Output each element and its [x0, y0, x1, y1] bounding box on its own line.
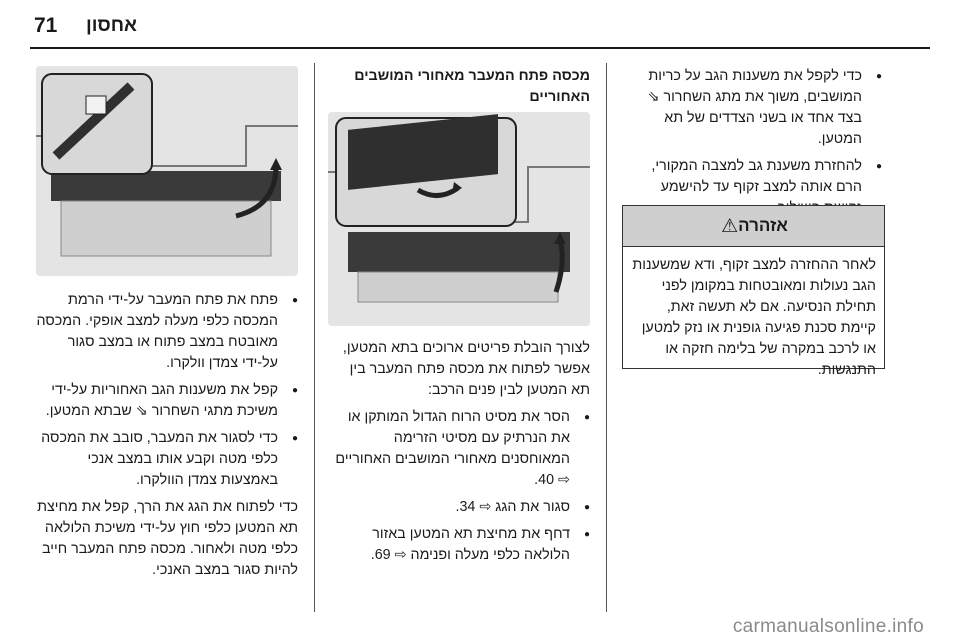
watermark: carmanualsonline.info	[732, 616, 924, 637]
list-item: ● קפל את משענות הגב האחוריות על-ידי משיכת מתגי השחרור ⇘ שבתא המטען.	[36, 380, 298, 422]
header-rule	[30, 47, 930, 49]
list-item: ● כדי לקפל את משענות הגב על כריות המושבים, משוך את מתג השחרור ⇘ בצד אחד או בשני הצדדים של תא המטען.	[624, 66, 882, 150]
list-item: ● דחף את מחיצת תא המטען באזור הלולאה כלפי מעלה ופנימה ⇨ 69.	[328, 524, 590, 566]
right-column	[624, 66, 882, 225]
list-item: ● הסר את מסיט הרוח הגדול המותקן או את הנרתיק עם מסיטי הזרימה המאוחסנים מאחורי המושבים האחוריים ⇨ 40.	[328, 407, 590, 491]
warning-triangle-icon: ⚠	[721, 215, 739, 237]
warning-box	[622, 205, 885, 378]
section-heading: מכסה פתח המעבר מאחורי המושבים האחוריים	[354, 68, 590, 105]
figure-pass-through-cover	[328, 112, 590, 326]
list-item: ● פתח את פתח המעבר על-ידי הרמת המכסה כלפי מעלה למצב אופקי. המכסה מאובטח במצב פתוח או במצב סגור על-ידי צמדן וולקרו.	[36, 290, 298, 374]
trunk-pass-through-illustration	[328, 112, 590, 326]
list-item: ● סגור את הגג ⇨ 34.	[328, 497, 590, 518]
warning-title: אזהרה	[738, 216, 788, 235]
column-divider-right	[606, 63, 607, 612]
trunk-partition-illustration	[36, 66, 298, 276]
middle-column-body	[328, 338, 590, 572]
warning-header	[623, 206, 884, 247]
warning-text: לאחר ההחזרה למצב זקוף, ודא שמשענות הגב נעולות ומאובטחות במקומן לפני תחילת הנסיעה. אם לא תעשה זאת, קיימת סכנת פגיעה גופנית או נזק למטען או לרכב במקרה של בלימה חזקה או התנגשות.	[632, 257, 876, 378]
intro-paragraph: לצורך הובלת פריטים ארוכים בתא המטען, אפשר לפתוח את מכסה פתח המעבר בין תא המטען לבין פנים הרכב:	[342, 340, 590, 398]
section-title: אחסון	[86, 15, 137, 36]
middle-column-heading-block	[328, 66, 590, 118]
page-header	[0, 0, 960, 50]
left-column-body	[36, 290, 298, 585]
page-number: 71	[34, 14, 58, 37]
column-divider-left	[314, 63, 315, 612]
closing-paragraph: כדי לפתוח את הגג את הרך, קפל את מחיצת תא המטען כלפי חוץ על-ידי משיכת הלולאה כלפי מטה ולאחור. מכסה פתח המעבר חייב להיות סגור במצב האנכי.	[37, 499, 298, 578]
list-item: ● להחזרת משענת גב למצבה המקורי, הרם אותה למצב זקוף עד להישמע	[624, 156, 882, 219]
list-item: ● כדי לסגור את המעבר, סובב את המכסה כלפי מטה וקבע אותו במצב אנכי באמצעות צמדן הוולקרו.	[36, 428, 298, 491]
figure-trunk-partition	[36, 66, 298, 276]
